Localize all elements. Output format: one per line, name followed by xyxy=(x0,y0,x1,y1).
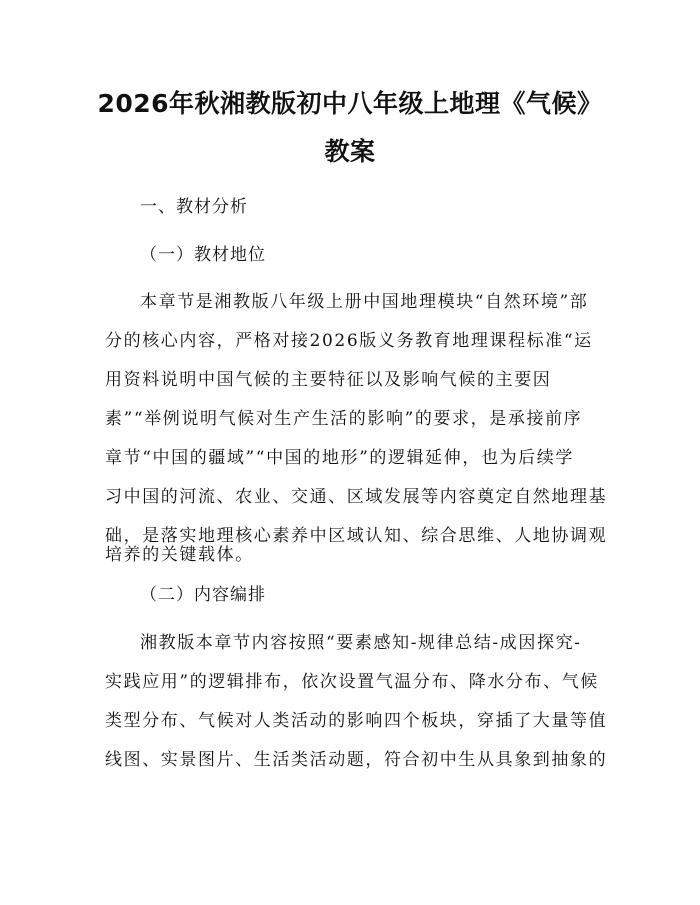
section-heading-material-analysis: 一、教材分析 xyxy=(140,197,248,217)
paragraph-line: 本章节是湘教版八年级上册中国地理模块“自然环境”部 xyxy=(140,292,589,312)
paragraph-line: 础，是落实地理核心素养中区域认知、综合思维、人地协调观 xyxy=(105,526,608,546)
paragraph-line: 用资料说明中国气候的主要特征以及影响气候的主要因 xyxy=(105,370,552,390)
paragraph-line: 线图、实景图片、生活类活动题，符合初中生从具象到抽象的 xyxy=(105,750,608,770)
paragraph-line: 湘教版本章节内容按照“要素感知-规律总结-成因探究- xyxy=(140,633,582,653)
paragraph-line: 类型分布、气候对人类活动的影响四个板块，穿插了大量等值 xyxy=(105,711,608,731)
paragraph-line: 章节“中国的疆域”“中国的地形”的逻辑延伸，也为后续学 xyxy=(105,448,574,468)
paragraph-line: 培养的关键载体。 xyxy=(105,545,254,565)
document-title-line-2: 教案 xyxy=(324,137,376,166)
paragraph-line: 习中国的河流、农业、交通、区域发展等内容奠定自然地理基 xyxy=(105,487,608,507)
subsection-heading-material-status: （一）教材地位 xyxy=(140,245,266,265)
paragraph-line: 素”“举例说明气候对生产生活的影响”的要求，是承接前序 xyxy=(105,409,583,429)
paragraph-line: 实践应用”的逻辑排布，依次设置气温分布、降水分布、气候 xyxy=(105,672,599,692)
document-title-line-1: 2026年秋湘教版初中八年级上地理《气候》 xyxy=(97,89,603,118)
subsection-heading-content-arrangement: （二）内容编排 xyxy=(140,585,266,605)
paragraph-line: 分的核心内容，严格对接2026版义务教育地理课程标准“运 xyxy=(105,331,593,351)
